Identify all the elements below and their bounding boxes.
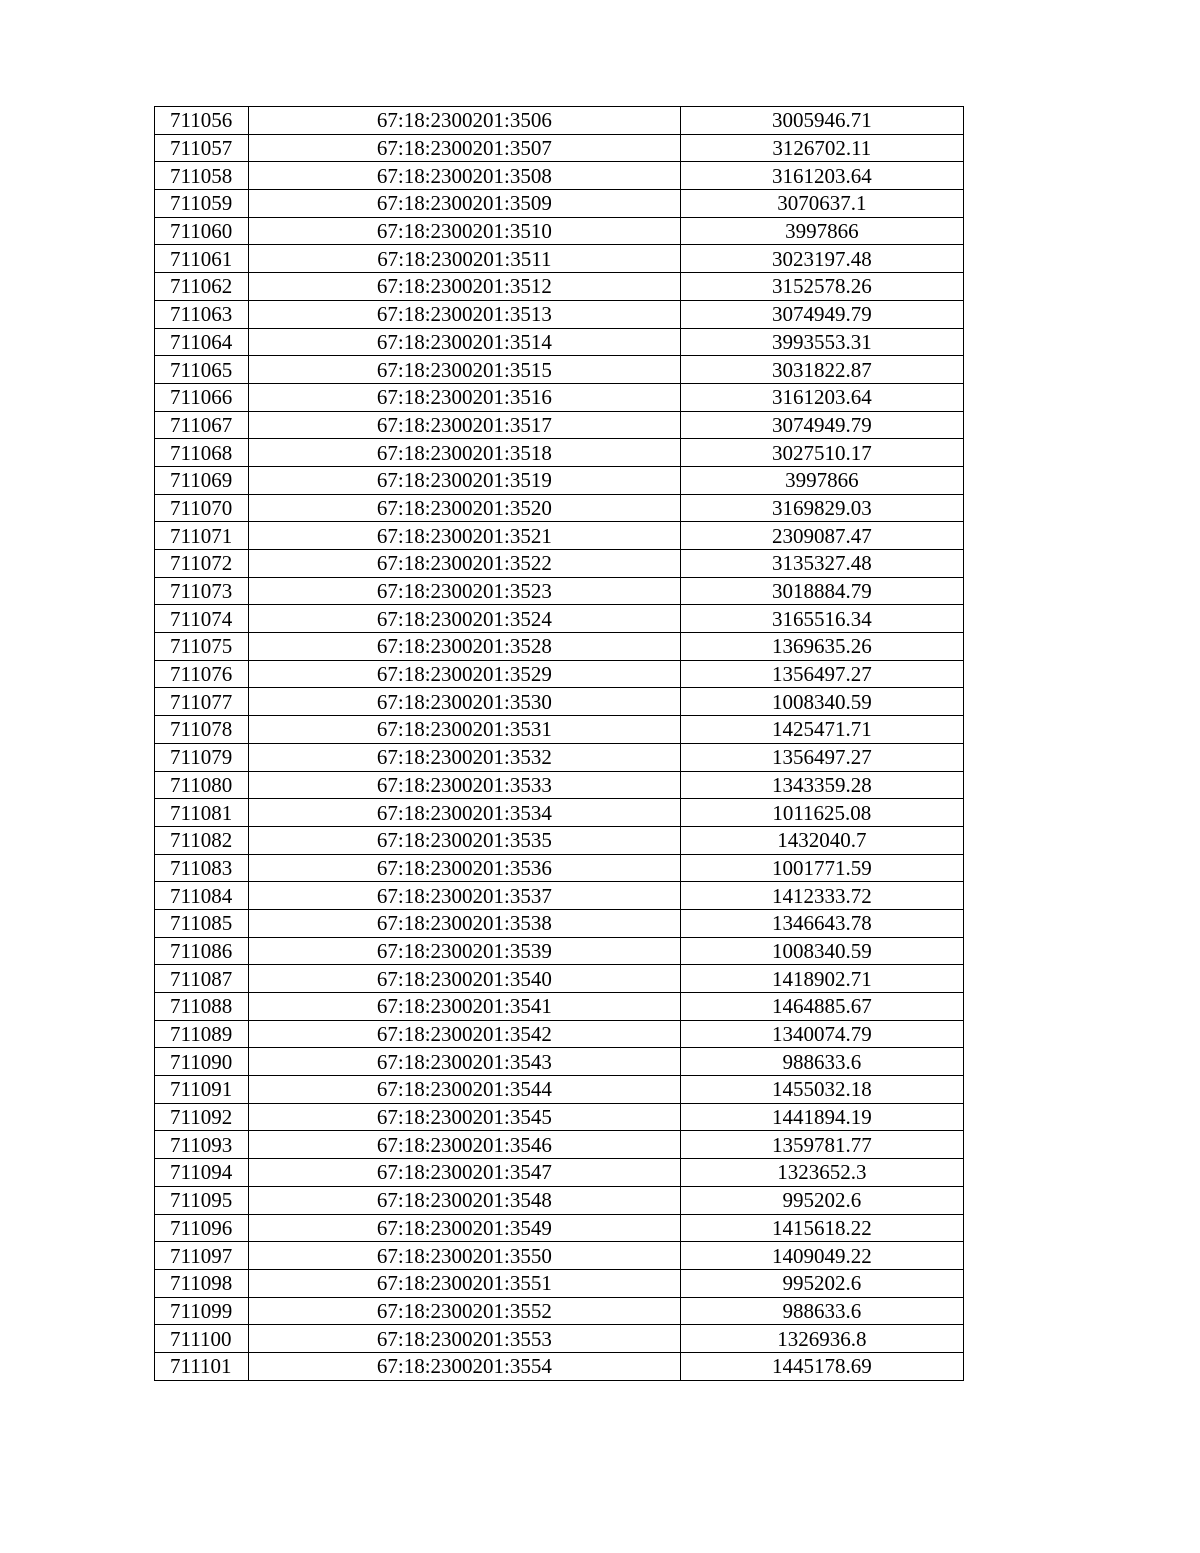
table-row (155, 134, 964, 162)
row-id-cell: 711058 (155, 162, 249, 190)
table-row (155, 1269, 964, 1297)
cadastral-number-cell: 67:18:2300201:3513 (249, 300, 681, 328)
table-row (155, 826, 964, 854)
table-row (155, 1297, 964, 1325)
table-row (155, 107, 964, 135)
table-row (155, 383, 964, 411)
table-row (155, 494, 964, 522)
cadastral-number-cell: 67:18:2300201:3518 (249, 439, 681, 467)
value-cell: 3070637.1 (680, 190, 963, 218)
value-cell: 1008340.59 (680, 937, 963, 965)
row-id-cell: 711068 (155, 439, 249, 467)
row-id-cell: 711073 (155, 577, 249, 605)
table-body (155, 107, 964, 1381)
row-id-cell: 711072 (155, 550, 249, 578)
row-id-cell: 711059 (155, 190, 249, 218)
value-cell: 3161203.64 (680, 162, 963, 190)
value-cell: 3031822.87 (680, 356, 963, 384)
cadastral-number-cell: 67:18:2300201:3547 (249, 1159, 681, 1187)
cadastral-number-cell: 67:18:2300201:3551 (249, 1269, 681, 1297)
value-cell: 3152578.26 (680, 273, 963, 301)
value-cell: 1001771.59 (680, 854, 963, 882)
table-row (155, 273, 964, 301)
value-cell: 3169829.03 (680, 494, 963, 522)
value-cell: 995202.6 (680, 1186, 963, 1214)
row-id-cell: 711083 (155, 854, 249, 882)
table-row (155, 1020, 964, 1048)
cadastral-number-cell: 67:18:2300201:3520 (249, 494, 681, 522)
value-cell: 1356497.27 (680, 743, 963, 771)
row-id-cell: 711060 (155, 217, 249, 245)
cadastral-number-cell: 67:18:2300201:3554 (249, 1352, 681, 1380)
row-id-cell: 711082 (155, 826, 249, 854)
cadastral-number-cell: 67:18:2300201:3523 (249, 577, 681, 605)
row-id-cell: 711087 (155, 965, 249, 993)
cadastral-number-cell: 67:18:2300201:3508 (249, 162, 681, 190)
value-cell: 3997866 (680, 466, 963, 494)
value-cell: 1412333.72 (680, 882, 963, 910)
table-row (155, 1103, 964, 1131)
row-id-cell: 711084 (155, 882, 249, 910)
table-row (155, 217, 964, 245)
value-cell: 1359781.77 (680, 1131, 963, 1159)
row-id-cell: 711069 (155, 466, 249, 494)
cadastral-number-cell: 67:18:2300201:3507 (249, 134, 681, 162)
value-cell: 1441894.19 (680, 1103, 963, 1131)
value-cell: 988633.6 (680, 1297, 963, 1325)
cadastral-number-cell: 67:18:2300201:3515 (249, 356, 681, 384)
value-cell: 3165516.34 (680, 605, 963, 633)
cadastral-number-cell: 67:18:2300201:3542 (249, 1020, 681, 1048)
row-id-cell: 711085 (155, 909, 249, 937)
table-row (155, 466, 964, 494)
cadastral-number-cell: 67:18:2300201:3509 (249, 190, 681, 218)
cadastral-number-cell: 67:18:2300201:3535 (249, 826, 681, 854)
table-row (155, 1186, 964, 1214)
row-id-cell: 711089 (155, 1020, 249, 1048)
cadastral-number-cell: 67:18:2300201:3517 (249, 411, 681, 439)
cadastral-number-cell: 67:18:2300201:3536 (249, 854, 681, 882)
row-id-cell: 711079 (155, 743, 249, 771)
value-cell: 1323652.3 (680, 1159, 963, 1187)
cadastral-number-cell: 67:18:2300201:3541 (249, 993, 681, 1021)
table-row (155, 1131, 964, 1159)
cadastral-number-cell: 67:18:2300201:3537 (249, 882, 681, 910)
cadastral-number-cell: 67:18:2300201:3533 (249, 771, 681, 799)
cadastral-number-cell: 67:18:2300201:3545 (249, 1103, 681, 1131)
value-cell: 3126702.11 (680, 134, 963, 162)
cadastral-number-cell: 67:18:2300201:3531 (249, 716, 681, 744)
row-id-cell: 711071 (155, 522, 249, 550)
table-row (155, 300, 964, 328)
cadastral-number-cell: 67:18:2300201:3553 (249, 1325, 681, 1353)
cadastral-number-cell: 67:18:2300201:3540 (249, 965, 681, 993)
row-id-cell: 711092 (155, 1103, 249, 1131)
row-id-cell: 711098 (155, 1269, 249, 1297)
row-id-cell: 711063 (155, 300, 249, 328)
cadastral-number-cell: 67:18:2300201:3552 (249, 1297, 681, 1325)
row-id-cell: 711099 (155, 1297, 249, 1325)
value-cell: 3005946.71 (680, 107, 963, 135)
table-row (155, 1325, 964, 1353)
row-id-cell: 711075 (155, 633, 249, 661)
table-row (155, 660, 964, 688)
row-id-cell: 711097 (155, 1242, 249, 1270)
table-row (155, 577, 964, 605)
table-row (155, 937, 964, 965)
table-row (155, 771, 964, 799)
cadastral-number-cell: 67:18:2300201:3506 (249, 107, 681, 135)
row-id-cell: 711096 (155, 1214, 249, 1242)
table-row (155, 1214, 964, 1242)
value-cell: 1418902.71 (680, 965, 963, 993)
value-cell: 1464885.67 (680, 993, 963, 1021)
table-row (155, 965, 964, 993)
cadastral-number-cell: 67:18:2300201:3521 (249, 522, 681, 550)
cadastral-number-cell: 67:18:2300201:3516 (249, 383, 681, 411)
value-cell: 1340074.79 (680, 1020, 963, 1048)
cadastral-number-cell: 67:18:2300201:3511 (249, 245, 681, 273)
cadastral-number-cell: 67:18:2300201:3528 (249, 633, 681, 661)
table-row (155, 633, 964, 661)
value-cell: 1343359.28 (680, 771, 963, 799)
table-row (155, 909, 964, 937)
table-row (155, 605, 964, 633)
cadastral-number-cell: 67:18:2300201:3514 (249, 328, 681, 356)
row-id-cell: 711065 (155, 356, 249, 384)
row-id-cell: 711062 (155, 273, 249, 301)
cadastral-number-cell: 67:18:2300201:3512 (249, 273, 681, 301)
cadastral-number-cell: 67:18:2300201:3522 (249, 550, 681, 578)
row-id-cell: 711093 (155, 1131, 249, 1159)
value-cell: 1415618.22 (680, 1214, 963, 1242)
row-id-cell: 711067 (155, 411, 249, 439)
cadastral-number-cell: 67:18:2300201:3519 (249, 466, 681, 494)
cadastral-number-cell: 67:18:2300201:3524 (249, 605, 681, 633)
cadastral-number-cell: 67:18:2300201:3529 (249, 660, 681, 688)
cadastral-number-cell: 67:18:2300201:3539 (249, 937, 681, 965)
cadastral-number-cell: 67:18:2300201:3544 (249, 1076, 681, 1104)
cadastral-number-cell: 67:18:2300201:3532 (249, 743, 681, 771)
row-id-cell: 711095 (155, 1186, 249, 1214)
cadastral-number-cell: 67:18:2300201:3510 (249, 217, 681, 245)
row-id-cell: 711061 (155, 245, 249, 273)
value-cell: 3135327.48 (680, 550, 963, 578)
row-id-cell: 711066 (155, 383, 249, 411)
value-cell: 3074949.79 (680, 411, 963, 439)
row-id-cell: 711086 (155, 937, 249, 965)
table-row (155, 1352, 964, 1380)
value-cell: 1011625.08 (680, 799, 963, 827)
table-row (155, 993, 964, 1021)
value-cell: 3161203.64 (680, 383, 963, 411)
row-id-cell: 711091 (155, 1076, 249, 1104)
table-row (155, 799, 964, 827)
row-id-cell: 711070 (155, 494, 249, 522)
row-id-cell: 711090 (155, 1048, 249, 1076)
cadastral-number-cell: 67:18:2300201:3534 (249, 799, 681, 827)
cadastral-number-cell: 67:18:2300201:3530 (249, 688, 681, 716)
value-cell: 1326936.8 (680, 1325, 963, 1353)
row-id-cell: 711077 (155, 688, 249, 716)
table-row (155, 854, 964, 882)
table-row (155, 328, 964, 356)
row-id-cell: 711094 (155, 1159, 249, 1187)
table-row (155, 1076, 964, 1104)
row-id-cell: 711064 (155, 328, 249, 356)
row-id-cell: 711100 (155, 1325, 249, 1353)
value-cell: 3074949.79 (680, 300, 963, 328)
cadastral-number-cell: 67:18:2300201:3549 (249, 1214, 681, 1242)
table-row (155, 356, 964, 384)
row-id-cell: 711080 (155, 771, 249, 799)
value-cell: 1445178.69 (680, 1352, 963, 1380)
value-cell: 988633.6 (680, 1048, 963, 1076)
value-cell: 1356497.27 (680, 660, 963, 688)
cadastral-number-cell: 67:18:2300201:3546 (249, 1131, 681, 1159)
table-row (155, 882, 964, 910)
value-cell: 1425471.71 (680, 716, 963, 744)
table-row (155, 1242, 964, 1270)
cadastral-value-table (154, 106, 964, 1381)
table-row (155, 245, 964, 273)
cadastral-number-cell: 67:18:2300201:3543 (249, 1048, 681, 1076)
table-row (155, 743, 964, 771)
row-id-cell: 711078 (155, 716, 249, 744)
value-cell: 3018884.79 (680, 577, 963, 605)
table-row (155, 439, 964, 467)
row-id-cell: 711056 (155, 107, 249, 135)
row-id-cell: 711076 (155, 660, 249, 688)
table-row (155, 688, 964, 716)
row-id-cell: 711074 (155, 605, 249, 633)
table-row (155, 162, 964, 190)
row-id-cell: 711101 (155, 1352, 249, 1380)
table-row (155, 1048, 964, 1076)
value-cell: 1346643.78 (680, 909, 963, 937)
value-cell: 3023197.48 (680, 245, 963, 273)
value-cell: 1409049.22 (680, 1242, 963, 1270)
table-row (155, 716, 964, 744)
value-cell: 3997866 (680, 217, 963, 245)
value-cell: 1455032.18 (680, 1076, 963, 1104)
cadastral-number-cell: 67:18:2300201:3538 (249, 909, 681, 937)
table-row (155, 1159, 964, 1187)
table-row (155, 522, 964, 550)
cadastral-number-cell: 67:18:2300201:3548 (249, 1186, 681, 1214)
row-id-cell: 711088 (155, 993, 249, 1021)
value-cell: 1008340.59 (680, 688, 963, 716)
value-cell: 995202.6 (680, 1269, 963, 1297)
table-row (155, 411, 964, 439)
value-cell: 1369635.26 (680, 633, 963, 661)
value-cell: 3993553.31 (680, 328, 963, 356)
value-cell: 2309087.47 (680, 522, 963, 550)
value-cell: 1432040.7 (680, 826, 963, 854)
value-cell: 3027510.17 (680, 439, 963, 467)
row-id-cell: 711057 (155, 134, 249, 162)
table-row (155, 190, 964, 218)
table-row (155, 550, 964, 578)
row-id-cell: 711081 (155, 799, 249, 827)
cadastral-number-cell: 67:18:2300201:3550 (249, 1242, 681, 1270)
